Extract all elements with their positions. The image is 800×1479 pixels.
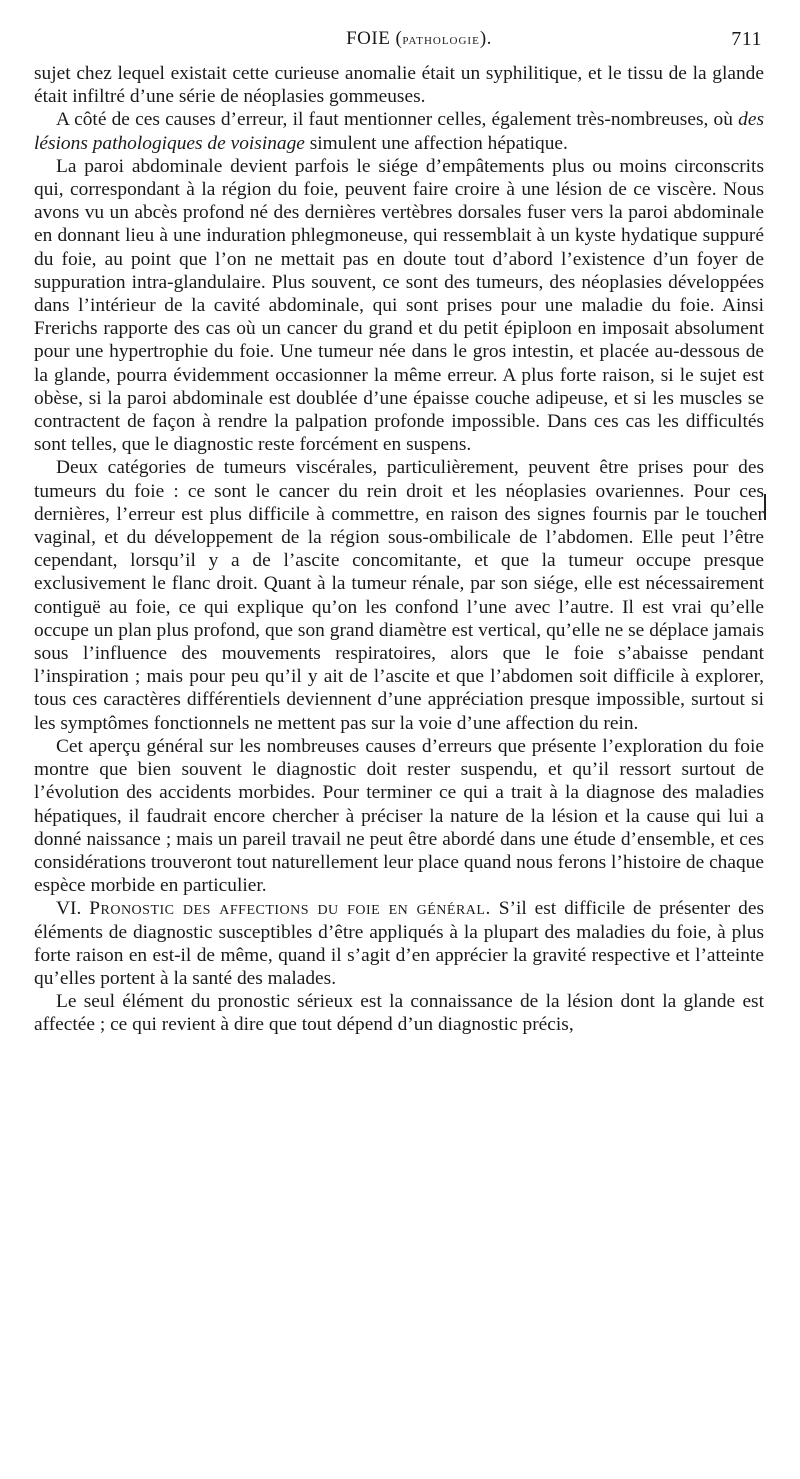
paragraph-element-pronostic: Le seul élément du pronostic sérieux est la connaissance de la lésion dont la glande est affectée ; ce qui revient à dire que tout dépend d’un diagnostic précis, [34,991,764,1036]
paragraph-causes-erreur: A côté de ces causes d’erreur, il faut mentionner celles, également très-nombreuses, où des lésions pathologiques de voisinage simulent une affection hépatique. [34,109,764,154]
running-title-subject: pathologie [402,31,480,48]
paragraph-apercu-general: Cet aperçu général sur les nombreuses causes d’erreurs que présente l’exploration du foie montre que bien souvent le diagnostic doit rester suspendu, et qu’il ressort surtout de l’évolution des accidents morbides. Pour terminer ce qui a trait à la diagnose des maladies hépatiques, il faudrait encore chercher à préciser la nature de la lésion et la cause qui lui a donné naissance ; mais un pareil travail ne peut être abordé dans une étude d’ensemble, et ces considérations trouveront tout naturellement leur place quand nous ferons l’histoire de chaque espèce morbide en particulier. [34,735,764,897]
running-header [34,28,764,62]
paragraph-pronostic: VI. Pronostic des affections du foie en général. S’il est difficile de présenter des éléments de diagnostic susceptibles d’être appliqués à la plupart des maladies du foie, à plus forte raison en est-il de même, quand il s’agit d’en apprécier la gravité respective et l’atteinte qu’elles portent à la santé des malades. [34,898,764,989]
paragraph-tumeurs-viscerales: Deux catégories de tumeurs viscérales, particulièrement, peuvent être prises pour des tumeurs du foie : ce sont le cancer du rein droit et les néoplasies ovariennes. Pour ces dernières, l’erreur est plus difficile à commettre, en raison des signes fournis par le toucher vaginal, et du développement de la région sous-ombilicale de l’abdomen. Elle peut l’être cependant, lorsqu’il y a de l’ascite concomitante, et que la tumeur occupe presque exclusivement le flanc droit. Quant à la tumeur rénale, par son siége, elle est nécessairement contiguë au foie, ce qui explique qu’on les confond l’une avec l’autre. Il est vrai qu’elle occupe un plan plus profond, que son grand diamètre est vertical, qu’elle ne se déplace jamais sous l’influence des mouvements respiratoires, alors que le foie s’abaisse pendant l’inspiration ; mais pour peu qu’il y ait de l’ascite et que l’abdomen soit difficile à explorer, tous ces caractères différentiels deviennent d’une appréciation presque impossible, surtout si les symptômes fonctionnels ne mettent pas sur la voie d’une affection du rein. [34,457,764,734]
emphasis-lesions-voisinage: des lésions pathologiques de voisinage [34,109,764,154]
page-number: 711 [731,28,762,50]
margin-mark [764,494,766,520]
body-text [34,62,764,1037]
paragraph-continued: sujet chez lequel existait cette curieuse anomalie était un syphilitique, et le tissu de la glande était infiltré d’une série de néoplasies gommeuses. [34,63,764,108]
paragraph-paroi-abdominale: La paroi abdominale devient parfois le siége d’empâtements plus ou moins circonscrits qui, correspondant à la région du foie, peuvent faire croire à une lésion de ce viscère. Nous avons vu un abcès profond né des dernières vertèbres dorsales fuser vers la paroi abdominale en donnant lieu à une induration phlegmoneuse, qui ressemblait à un kyste hydatique suppuré du foie, au point que l’on ne mettait pas en doute tout d’abord l’existence d’un foyer de suppuration intra-glandulaire. Plus souvent, ce sont des tumeurs, des néoplasies développées dans l’intérieur de la cavité abdominale, qui sont prises pour une maladie du foie. Ainsi Frerichs rapporte des cas où un cancer du grand et du petit épiploon en imposait absolument pour une hypertrophie du foie. Une tumeur née dans le gros intestin, et placée au-dessous de la glande, pourra évidemment occasionner la même erreur. A plus forte raison, si le sujet est obèse, si la paroi abdominale est doublée d’une épaisse couche adipeuse, et si les muscles se contractent de façon à rendre la palpation profonde impossible. Dans ces cas les difficultés sont telles, que le diagnostic reste forcément en suspens. [34,155,764,456]
running-title: FOIE (pathologie). [346,28,492,49]
section-number: VI. [56,898,90,920]
section-heading: Pronostic des affections du foie en général. [89,898,491,920]
